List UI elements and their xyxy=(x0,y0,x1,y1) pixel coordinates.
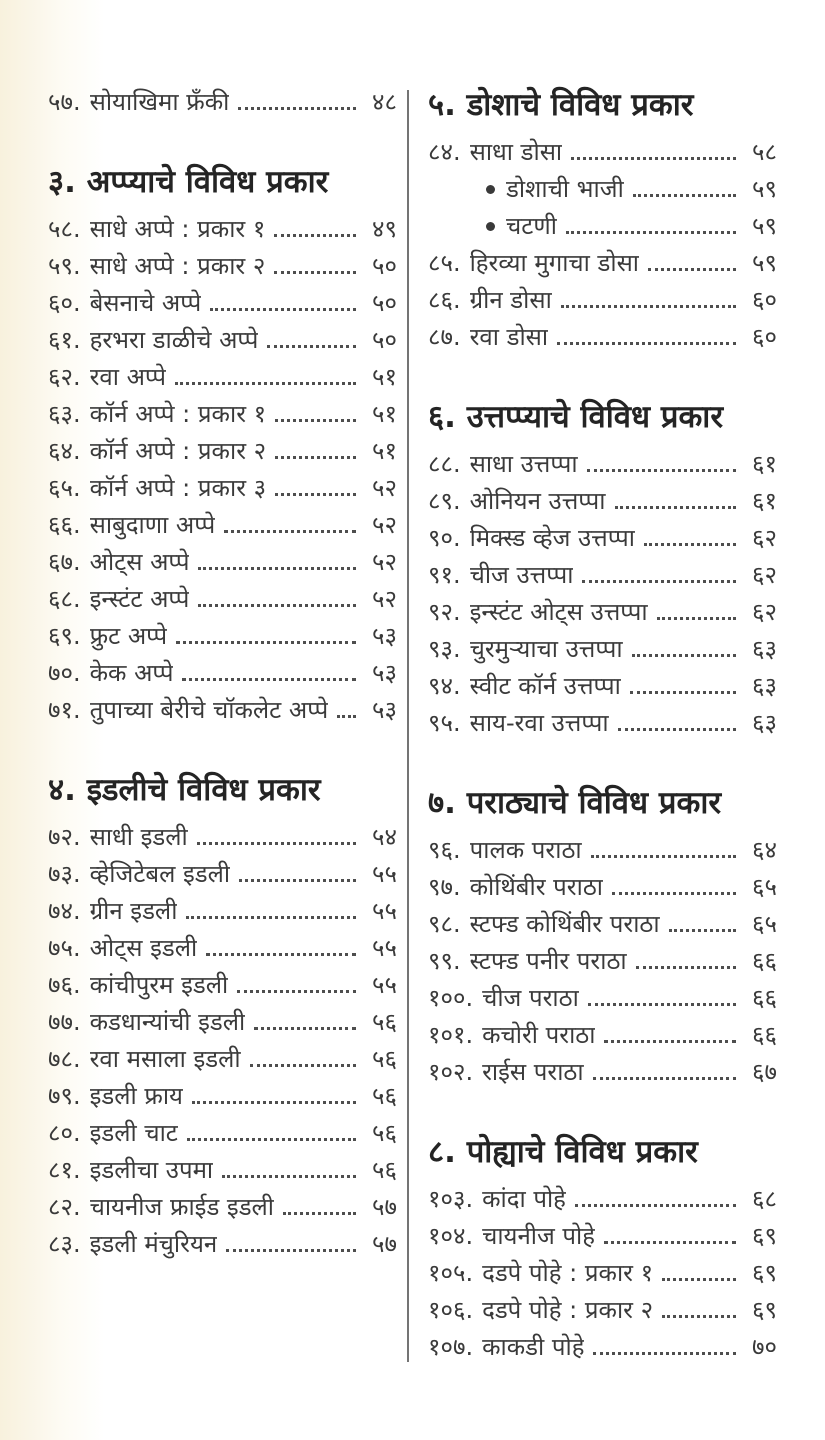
bullet-icon xyxy=(486,185,495,194)
toc-entry xyxy=(428,208,777,245)
section-heading: ३. अप्प्याचे विविध प्रकार xyxy=(48,164,329,200)
toc-entry xyxy=(428,1181,777,1218)
entry-title: काकडी पोहे xyxy=(482,1333,585,1361)
dot-leader-icon xyxy=(274,230,356,237)
toc-entry xyxy=(428,319,777,356)
entry-page-number: ५९ xyxy=(752,249,777,277)
dot-leader-icon xyxy=(561,301,736,308)
entry-title: इन्स्टंट अप्पे xyxy=(89,585,190,613)
entry-title: इडली चाट xyxy=(89,1119,178,1147)
entry-page-number: ५५ xyxy=(372,860,397,888)
entry-page-number: ६० xyxy=(752,323,777,351)
dot-leader-icon xyxy=(662,1274,736,1281)
entry-title: तुपाच्या बेरीचे चॉकलेट अप्पे xyxy=(89,696,329,724)
dot-leader-icon xyxy=(618,724,736,731)
entry-title: पालक पराठा xyxy=(469,836,582,864)
toc-entry xyxy=(48,248,397,285)
entry-number: ७८. xyxy=(48,1045,81,1073)
entry-title: चायनीज फ्राईड इडली xyxy=(89,1193,275,1221)
dot-leader-icon xyxy=(224,526,356,533)
entry-number: ८४. xyxy=(428,138,461,166)
dot-leader-icon xyxy=(222,1171,356,1178)
toc-entry xyxy=(428,705,777,742)
toc-entry xyxy=(48,285,397,322)
entry-page-number: ५७ xyxy=(372,1193,397,1221)
entry-number: १०४. xyxy=(428,1222,474,1250)
entry-title: कडधान्यांची इडली xyxy=(89,1008,246,1036)
entry-number: ९९. xyxy=(428,947,461,975)
entry-page-number: ५२ xyxy=(372,585,397,613)
entry-number: ९६. xyxy=(428,836,461,864)
entry-page-number: ५६ xyxy=(372,1156,397,1184)
section-heading: ७. पराठ्याचे विविध प्रकार xyxy=(428,785,722,821)
entry-number: ६६. xyxy=(48,511,81,539)
toc-entry xyxy=(48,433,397,470)
entry-number: ८३. xyxy=(48,1230,81,1258)
toc-columns xyxy=(48,84,777,1366)
toc-entry xyxy=(428,1218,777,1255)
toc-entry xyxy=(48,544,397,581)
entry-title: फ्रुट अप्पे xyxy=(89,622,168,650)
dot-leader-icon xyxy=(275,452,356,459)
dot-leader-icon xyxy=(604,1036,736,1043)
entry-title: कॉर्न अप्पे : प्रकार ३ xyxy=(89,474,267,502)
dot-leader-icon xyxy=(593,1073,736,1080)
toc-entry xyxy=(48,618,397,655)
entry-number: ७४. xyxy=(48,897,81,925)
section-heading: ८. पोह्याचे विविध प्रकार xyxy=(428,1134,698,1170)
dot-leader-icon xyxy=(632,650,736,657)
entry-number: ९८. xyxy=(428,910,461,938)
entry-title: दडपे पोहे : प्रकार १ xyxy=(482,1259,654,1287)
entry-title: कॉर्न अप्पे : प्रकार २ xyxy=(89,437,267,465)
dot-leader-icon xyxy=(669,925,736,932)
toc-entry xyxy=(428,869,777,906)
toc-entry xyxy=(428,943,777,980)
entry-number: ७५. xyxy=(48,934,81,962)
entry-number: १०२. xyxy=(428,1058,474,1086)
toc-entry xyxy=(48,893,397,930)
entry-title: हरभरा डाळीचे अप्पे xyxy=(89,326,259,354)
dot-leader-icon xyxy=(175,378,356,385)
toc-entry xyxy=(428,134,777,171)
entry-number: ७२. xyxy=(48,823,81,851)
entry-page-number: ६९ xyxy=(752,1259,777,1287)
entry-title: इन्स्टंट ओट्स उत्तप्पा xyxy=(469,598,648,626)
toc-column-right xyxy=(428,84,777,1366)
entry-page-number: ५५ xyxy=(372,934,397,962)
dot-leader-icon xyxy=(197,838,356,845)
entry-title: साबुदाणा अप्पे xyxy=(89,511,216,539)
dot-leader-icon xyxy=(239,875,356,882)
entry-page-number: ६० xyxy=(752,286,777,314)
entry-title: रवा अप्पे xyxy=(89,363,166,391)
entry-page-number: ७० xyxy=(752,1333,777,1361)
entry-title: स्टफ्ड कोथिंबीर पराठा xyxy=(469,910,660,938)
entry-page-number: ५३ xyxy=(372,696,397,724)
dot-leader-icon xyxy=(275,415,356,422)
entry-page-number: ५६ xyxy=(372,1082,397,1110)
entry-page-number: ५६ xyxy=(372,1045,397,1073)
entry-title: इडली फ्राय xyxy=(89,1082,183,1110)
entry-number: ९०. xyxy=(428,524,461,552)
entry-page-number: ५५ xyxy=(372,971,397,999)
toc-entry xyxy=(428,980,777,1017)
entry-page-number: ६५ xyxy=(752,910,777,938)
toc-entry xyxy=(428,483,777,520)
dot-leader-icon xyxy=(582,576,736,583)
entry-title: चुरमुऱ्याचा उत्तप्पा xyxy=(469,635,623,663)
dot-leader-icon xyxy=(206,949,356,956)
toc-entry xyxy=(48,692,397,729)
dot-leader-icon xyxy=(657,613,736,620)
dot-leader-icon xyxy=(630,687,736,694)
entry-title: दडपे पोहे : प्रकार २ xyxy=(482,1296,654,1324)
toc-entry xyxy=(48,655,397,692)
entry-title: केक अप्पे xyxy=(89,659,174,687)
section-heading: ६. उत्तप्प्याचे विविध प्रकार xyxy=(428,399,724,435)
entry-number: ९२. xyxy=(428,598,461,626)
entry-title: चीज उत्तप्पा xyxy=(469,561,574,589)
toc-entry xyxy=(48,1226,397,1263)
entry-page-number: ५७ xyxy=(372,1230,397,1258)
entry-page-number: ६७ xyxy=(752,1058,777,1086)
entry-page-number: ६१ xyxy=(752,487,777,515)
entry-number: ५८. xyxy=(48,215,81,243)
entry-number: ६०. xyxy=(48,289,81,317)
toc-entry xyxy=(428,245,777,282)
entry-page-number: ५२ xyxy=(372,474,397,502)
entry-number: ७०. xyxy=(48,659,81,687)
dot-leader-icon xyxy=(275,489,356,496)
dot-leader-icon xyxy=(250,1060,356,1067)
entry-page-number: ६९ xyxy=(752,1296,777,1324)
dot-leader-icon xyxy=(636,962,736,969)
toc-entry xyxy=(48,84,397,121)
toc-entry xyxy=(428,1292,777,1329)
entry-number: १०१. xyxy=(428,1021,474,1049)
entry-page-number: ५२ xyxy=(372,511,397,539)
dot-leader-icon xyxy=(604,1237,736,1244)
entry-title: डोशाची भाजी xyxy=(506,175,624,203)
dot-leader-icon xyxy=(182,674,356,681)
entry-page-number: ५६ xyxy=(372,1119,397,1147)
entry-page-number: ६४ xyxy=(752,836,777,864)
entry-title: हिरव्या मुगाचा डोसा xyxy=(469,249,640,277)
dot-leader-icon xyxy=(591,851,736,858)
entry-number: ७३. xyxy=(48,860,81,888)
entry-page-number: ५४ xyxy=(372,823,397,851)
entry-page-number: ५० xyxy=(372,289,397,317)
dot-leader-icon xyxy=(283,1208,356,1215)
dot-leader-icon xyxy=(571,153,736,160)
dot-leader-icon xyxy=(612,888,736,895)
toc-entry xyxy=(48,396,397,433)
entry-title: साधा डोसा xyxy=(469,138,563,166)
toc-entry xyxy=(428,631,777,668)
entry-page-number: ६६ xyxy=(752,984,777,1012)
dot-leader-icon xyxy=(187,1134,356,1141)
entry-number: ६४. xyxy=(48,437,81,465)
entry-page-number: ४८ xyxy=(372,88,397,116)
dot-leader-icon xyxy=(254,1023,356,1030)
toc-entry xyxy=(48,211,397,248)
entry-title: सोयाखिमा फ्रँकी xyxy=(89,88,230,116)
entry-number: ६५. xyxy=(48,474,81,502)
entry-page-number: ६६ xyxy=(752,947,777,975)
toc-entry xyxy=(48,470,397,507)
dot-leader-icon xyxy=(267,341,356,348)
entry-number: ६७. xyxy=(48,548,81,576)
entry-number: १०३. xyxy=(428,1185,474,1213)
entry-page-number: ५३ xyxy=(372,659,397,687)
dot-leader-icon xyxy=(633,190,736,197)
entry-number: ७९. xyxy=(48,1082,81,1110)
entry-title: व्हेजिटेबल इडली xyxy=(89,860,231,888)
entry-title: साधी इडली xyxy=(89,823,188,851)
entry-page-number: ५५ xyxy=(372,897,397,925)
entry-number: ८६. xyxy=(428,286,461,314)
entry-page-number: ६२ xyxy=(752,598,777,626)
toc-entry xyxy=(428,171,777,208)
entry-title: कांचीपुरम इडली xyxy=(89,971,229,999)
entry-page-number: ६८ xyxy=(752,1185,777,1213)
toc-entry xyxy=(48,819,397,856)
entry-page-number: ४९ xyxy=(372,215,397,243)
entry-number: १०७. xyxy=(428,1333,474,1361)
entry-number: ८७. xyxy=(428,323,461,351)
entry-number: ८०. xyxy=(48,1119,81,1147)
entry-page-number: ५३ xyxy=(372,622,397,650)
dot-leader-icon xyxy=(274,267,356,274)
dot-leader-icon xyxy=(557,338,736,345)
entry-page-number: ६३ xyxy=(752,635,777,663)
entry-page-number: ६३ xyxy=(752,672,777,700)
entry-title: कोथिंबीर पराठा xyxy=(469,873,603,901)
dot-leader-icon xyxy=(186,912,356,919)
toc-entry xyxy=(48,1004,397,1041)
entry-title: रवा मसाला इडली xyxy=(89,1045,241,1073)
dot-leader-icon xyxy=(566,227,736,234)
entry-page-number: ६३ xyxy=(752,709,777,737)
entry-title: ओट्स अप्पे xyxy=(89,548,190,576)
toc-entry xyxy=(428,1017,777,1054)
entry-page-number: ६६ xyxy=(752,1021,777,1049)
toc-entry xyxy=(48,507,397,544)
entry-title: इडलीचा उपमा xyxy=(89,1156,214,1184)
entry-title: कॉर्न अप्पे : प्रकार १ xyxy=(89,400,267,428)
entry-number: ९५. xyxy=(428,709,461,737)
dot-leader-icon xyxy=(238,103,356,110)
entry-page-number: ५१ xyxy=(372,400,397,428)
entry-title: ओनियन उत्तप्पा xyxy=(469,487,606,515)
entry-page-number: ६१ xyxy=(752,450,777,478)
entry-page-number: ५८ xyxy=(752,138,777,166)
entry-title: बेसनाचे अप्पे xyxy=(89,289,202,317)
toc-entry xyxy=(48,1078,397,1115)
dot-leader-icon xyxy=(662,1311,736,1318)
dot-leader-icon xyxy=(644,539,736,546)
toc-entry xyxy=(48,359,397,396)
entry-number: ६१. xyxy=(48,326,81,354)
entry-title: मिक्स्ड व्हेज उत्तप्पा xyxy=(469,524,635,552)
dot-leader-icon xyxy=(210,304,356,311)
entry-page-number: ५९ xyxy=(752,175,777,203)
toc-entry xyxy=(428,832,777,869)
section-heading: ५. डोशाचे विविध प्रकार xyxy=(428,87,694,123)
entry-title: साय-रवा उत्तप्पा xyxy=(469,709,609,737)
entry-number: १०६. xyxy=(428,1296,474,1324)
toc-entry xyxy=(428,1054,777,1091)
toc-entry xyxy=(48,967,397,1004)
entry-page-number: ६२ xyxy=(752,561,777,589)
entry-number: ८८. xyxy=(428,450,461,478)
entry-page-number: ५० xyxy=(372,326,397,354)
entry-number: ८५. xyxy=(428,249,461,277)
toc-entry xyxy=(428,668,777,705)
dot-leader-icon xyxy=(615,502,736,509)
toc-entry xyxy=(48,1189,397,1226)
entry-title: स्टफ्ड पनीर पराठा xyxy=(469,947,627,975)
toc-entry xyxy=(428,557,777,594)
entry-title: साधा उत्तप्पा xyxy=(469,450,578,478)
entry-page-number: ५० xyxy=(372,252,397,280)
entry-page-number: ५१ xyxy=(372,437,397,465)
dot-leader-icon xyxy=(337,711,356,718)
entry-page-number: ५१ xyxy=(372,363,397,391)
section-heading: ४. इडलीचे विविध प्रकार xyxy=(48,772,321,808)
entry-title: चीज पराठा xyxy=(482,984,579,1012)
dot-leader-icon xyxy=(588,999,736,1006)
toc-entry xyxy=(48,322,397,359)
toc-entry xyxy=(428,594,777,631)
toc-entry xyxy=(48,1152,397,1189)
entry-page-number: ६५ xyxy=(752,873,777,901)
toc-column-left xyxy=(48,84,397,1366)
entry-number: १०५. xyxy=(428,1259,474,1287)
dot-leader-icon xyxy=(192,1097,356,1104)
entry-title: इडली मंचुरियन xyxy=(89,1230,218,1258)
dot-leader-icon xyxy=(648,264,736,271)
entry-number: ९७. xyxy=(428,873,461,901)
entry-title: ग्रीन डोसा xyxy=(469,286,552,314)
entry-number: ८२. xyxy=(48,1193,81,1221)
entry-number: ८१. xyxy=(48,1156,81,1184)
entry-number: ८९. xyxy=(428,487,461,515)
entry-number: ९१. xyxy=(428,561,461,589)
toc-entry xyxy=(48,1041,397,1078)
toc-entry xyxy=(48,581,397,618)
entry-title: ग्रीन इडली xyxy=(89,897,178,925)
entry-number: ६३. xyxy=(48,400,81,428)
bullet-icon xyxy=(486,222,495,231)
entry-number: ९३. xyxy=(428,635,461,663)
entry-title: रवा डोसा xyxy=(469,323,549,351)
dot-leader-icon xyxy=(237,986,356,993)
toc-entry xyxy=(48,930,397,967)
dot-leader-icon xyxy=(198,600,356,607)
entry-number: ६८. xyxy=(48,585,81,613)
entry-number: १००. xyxy=(428,984,474,1012)
entry-page-number: ६९ xyxy=(752,1222,777,1250)
entry-title: राईस पराठा xyxy=(482,1058,584,1086)
dot-leader-icon xyxy=(593,1348,736,1355)
toc-entry xyxy=(428,520,777,557)
dot-leader-icon xyxy=(587,465,736,472)
toc-entry xyxy=(428,282,777,319)
entry-page-number: ५२ xyxy=(372,548,397,576)
entry-title: चायनीज पोहे xyxy=(482,1222,596,1250)
toc-entry xyxy=(428,1255,777,1292)
entry-number: ७७. xyxy=(48,1008,81,1036)
toc-entry xyxy=(48,856,397,893)
toc-entry xyxy=(48,1115,397,1152)
entry-title: साधे अप्पे : प्रकार १ xyxy=(89,215,266,243)
toc-entry xyxy=(428,906,777,943)
entry-number: ५९. xyxy=(48,252,81,280)
entry-number: ६९. xyxy=(48,622,81,650)
entry-number: ७६. xyxy=(48,971,81,999)
entry-title: साधे अप्पे : प्रकार २ xyxy=(89,252,266,280)
entry-title: ओट्स इडली xyxy=(89,934,198,962)
dot-leader-icon xyxy=(575,1200,736,1207)
entry-title: स्वीट कॉर्न उत्तप्पा xyxy=(469,672,621,700)
entry-title: कचोरी पराठा xyxy=(482,1021,596,1049)
entry-number: ९४. xyxy=(428,672,461,700)
dot-leader-icon xyxy=(198,563,356,570)
toc-entry xyxy=(428,1329,777,1366)
entry-page-number: ५६ xyxy=(372,1008,397,1036)
entry-page-number: ५९ xyxy=(752,212,777,240)
entry-number: ५७. xyxy=(48,88,81,116)
entry-title: चटणी xyxy=(506,212,557,240)
entry-number: ७१. xyxy=(48,696,81,724)
dot-leader-icon xyxy=(226,1245,356,1252)
toc-entry xyxy=(428,446,777,483)
dot-leader-icon xyxy=(176,637,356,644)
entry-number: ६२. xyxy=(48,363,81,391)
entry-page-number: ६२ xyxy=(752,524,777,552)
entry-title: कांदा पोहे xyxy=(482,1185,566,1213)
